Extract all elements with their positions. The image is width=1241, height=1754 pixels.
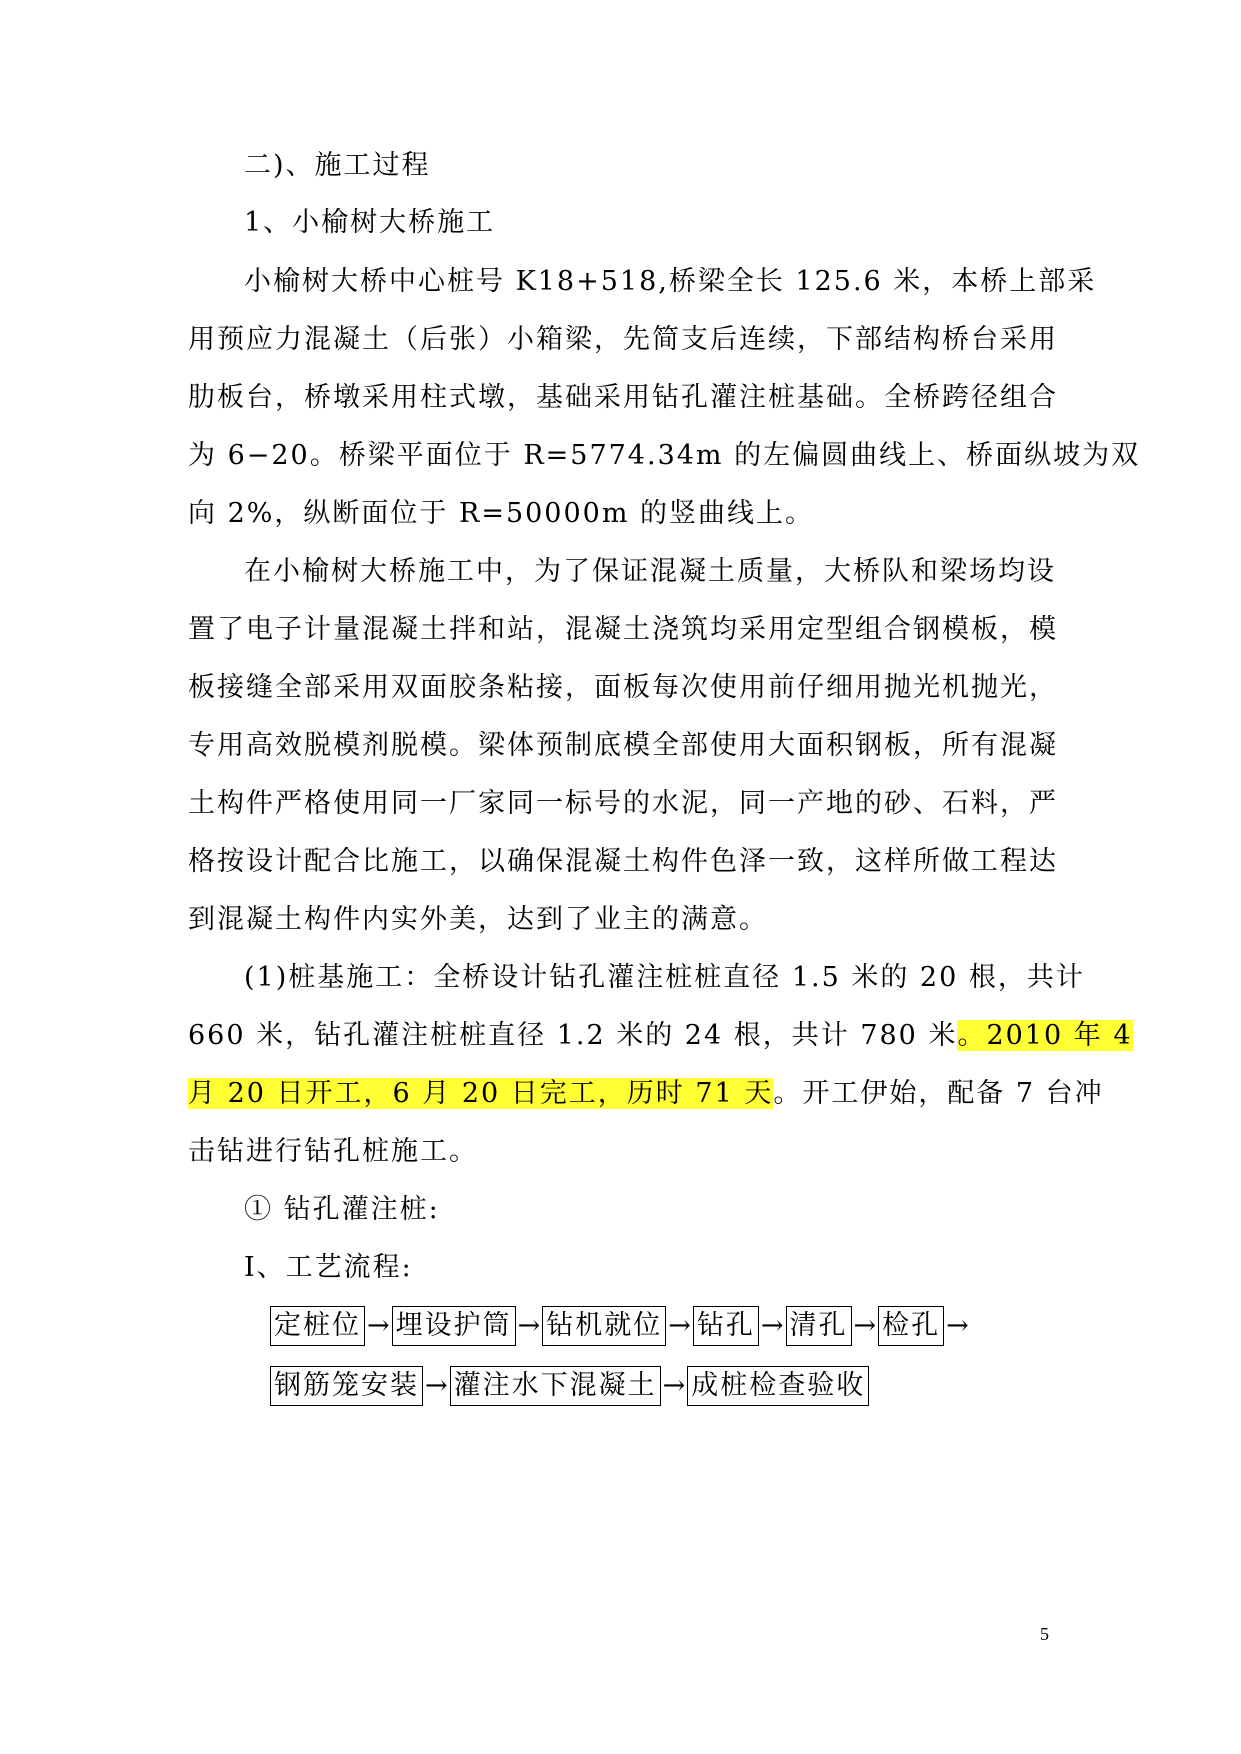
paragraph-line (188, 1016, 1133, 1056)
paragraph-line: 土构件严格使用同一厂家同一标号的水泥，同一产地的砂、石料，严 (188, 788, 1058, 819)
plain-text: 。开工伊始，配备 7 台冲 (773, 1078, 1104, 1109)
process-flow-row-2 (270, 1366, 869, 1406)
paragraph-line: 置了电子计量混凝土拌和站，混凝土浇筑均采用定型组合钢模板，模 (188, 614, 1058, 645)
arrow-right-icon: → (853, 1310, 877, 1341)
arrow-right-icon: → (517, 1310, 541, 1341)
flow-step-box: 检孔 (878, 1306, 944, 1346)
paragraph-line: 在小榆树大桥施工中，为了保证混凝土质量，大桥队和梁场均设 (244, 556, 1056, 587)
paragraph-line: 格按设计配合比施工，以确保混凝土构件色泽一致，这样所做工程达 (188, 846, 1058, 877)
flow-step-box: 钻孔 (693, 1306, 759, 1346)
paragraph-line: 小榆树大桥中心桩号 K18+518,桥梁全长 125.6 米，本桥上部采 (244, 266, 1097, 297)
flow-step-box: 钻机就位 (542, 1306, 666, 1346)
process-flow-row-1 (270, 1306, 971, 1346)
highlighted-text: 月 20 日开工，6 月 20 日完工，历时 71 天 (188, 1078, 774, 1109)
paragraph-line: 专用高效脱模剂脱模。梁体预制底模全部使用大面积钢板，所有混凝 (188, 730, 1058, 761)
flow-step-box: 灌注水下混凝土 (450, 1366, 661, 1406)
paragraph-line: 板接缝全部采用双面胶条粘接，面板每次使用前仔细用抛光机抛光， (188, 672, 1058, 703)
arrow-right-icon: → (946, 1310, 969, 1341)
list-item: ① 钻孔灌注桩: (244, 1194, 440, 1225)
arrow-right-icon: → (425, 1370, 448, 1401)
flow-step-box: 钢筋笼安装 (270, 1366, 423, 1406)
paragraph-line: 为 6−20。桥梁平面位于 R=5774.34m 的左偏圆曲线上、桥面纵坡为双 (188, 440, 1141, 471)
flow-step-box: 清孔 (786, 1306, 852, 1346)
subsection-heading: 1、小榆树大桥施工 (244, 207, 496, 238)
plain-text: 660 米，钻孔灌注桩桩直径 1.2 米的 24 根，共计 780 米 (188, 1020, 958, 1051)
flow-step-box: 成桩检查验收 (687, 1366, 869, 1406)
paragraph-line: 肋板台，桥墩采用柱式墩，基础采用钻孔灌注桩基础。全桥跨径组合 (188, 382, 1058, 413)
paragraph-line: 向 2%，纵断面位于 R=50000m 的竖曲线上。 (188, 498, 815, 529)
paragraph-line: 击钻进行钻孔桩施工。 (188, 1136, 478, 1167)
flow-step-box: 埋设护筒 (392, 1306, 516, 1346)
paragraph-line: (1)桩基施工：全桥设计钻孔灌注桩桩直径 1.5 米的 20 根，共计 (244, 962, 1085, 993)
paragraph-line: 到混凝土构件内实外美，达到了业主的满意。 (188, 904, 768, 935)
paragraph-line: 用预应力混凝土（后张）小箱梁，先简支后连续，下部结构桥台采用 (188, 324, 1058, 355)
arrow-right-icon: → (662, 1370, 686, 1401)
section-heading: 二)、施工过程 (244, 150, 431, 181)
arrow-right-icon: → (668, 1310, 691, 1341)
paragraph-line (188, 1074, 1104, 1114)
list-item: Ⅰ、工艺流程: (244, 1252, 413, 1283)
flow-step-box: 定桩位 (270, 1306, 365, 1346)
arrow-right-icon: → (760, 1310, 784, 1341)
arrow-right-icon: → (367, 1310, 390, 1341)
highlighted-text: 。2010 年 4 (957, 1020, 1133, 1051)
page-number: 5 (1040, 1624, 1049, 1644)
